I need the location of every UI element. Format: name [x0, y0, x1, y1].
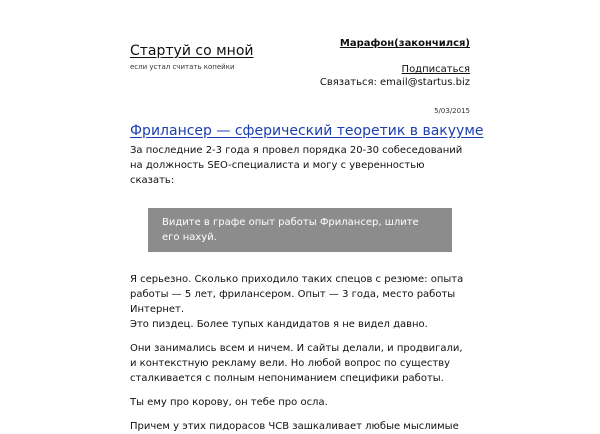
post-date: 5/03/2015 [434, 107, 470, 115]
post-paragraph: Ты ему про корову, он тебе про осла. [130, 397, 328, 408]
post-paragraph: Я серьезно. Сколько приходило таких спецов с резюме: опыта работы — 5 лет, фрилансером. Опыт — 3 года, место работы Интернет. [130, 274, 464, 315]
post-paragraph-intro: За последние 2-3 года я провел порядка 20-30 собеседований на должность SEO-специалиста и могу с уверенностью сказать: [130, 145, 463, 186]
post-body [130, 143, 470, 434]
post-paragraph: Они занимались всем и ничем. И сайты делали, и продвигали, и контекстную рекламу вели. Но любой вопрос по существу сталкивается с полным непониманием специфики работы. [130, 343, 463, 384]
site-title-link[interactable]: Стартуй со мной [130, 43, 254, 59]
header-links [320, 37, 470, 89]
post-paragraph: Причем у этих пидорасов ЧСВ зашкаливает любые мыслимые [130, 421, 459, 432]
contact-text: Связаться: email@startus.biz [319, 77, 470, 88]
site-tagline: если устал считать копейки [130, 63, 235, 71]
post-quote: Видите в графе опыт работы Фрилансер, шлите его нахуй. [148, 208, 452, 252]
post-title-link[interactable]: Фрилансер — сферический теоретик в вакууме [130, 123, 484, 139]
post-paragraph: Это пиздец. Более тупых кандидатов я не видел давно. [130, 319, 428, 330]
marathon-link[interactable]: Марафон(закончился) [339, 38, 470, 49]
subscribe-link[interactable]: Подписаться [401, 64, 470, 75]
